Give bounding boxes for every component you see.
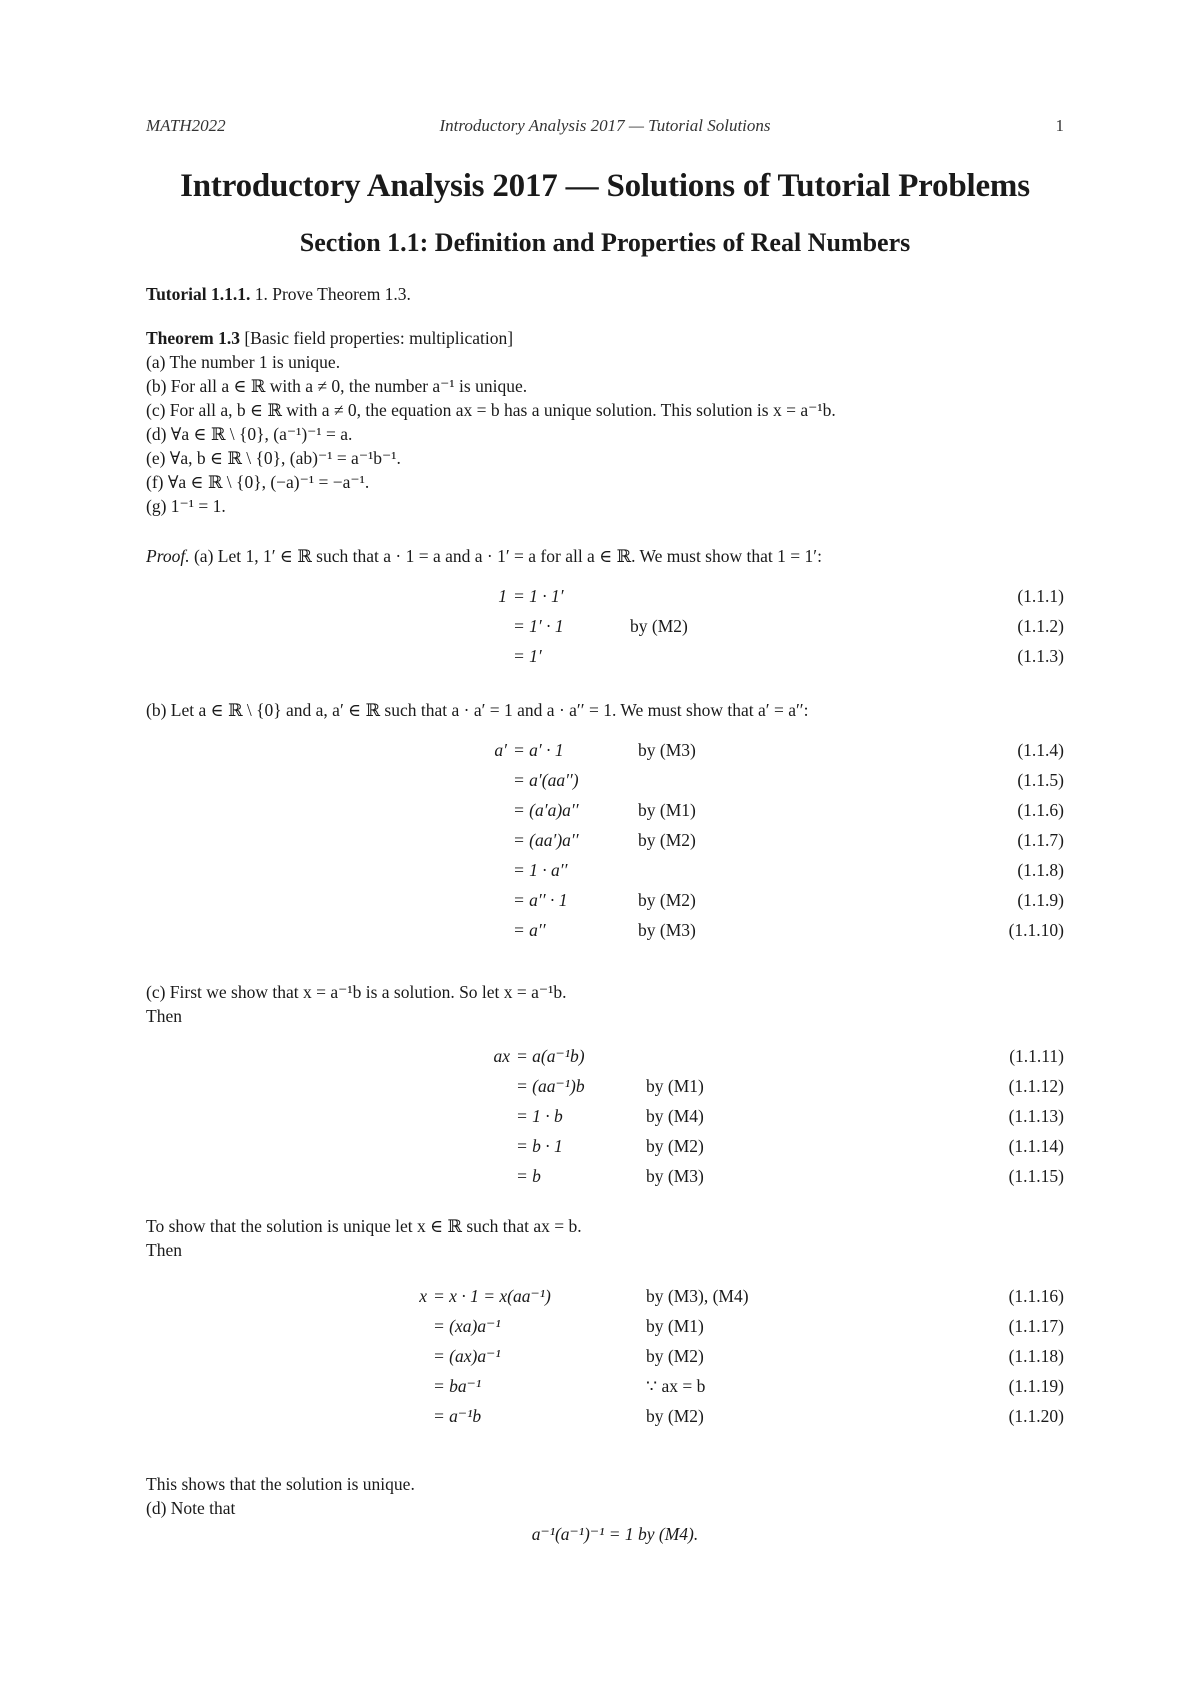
equation-row	[146, 860, 1064, 890]
course-code: MATH2022	[146, 116, 226, 135]
equation-number: (1.1.19)	[1008, 1376, 1064, 1396]
document-title: Introductory Analysis 2017 — Solutions of Tutorial Problems	[180, 168, 1030, 204]
equation-rhs: = a′′	[513, 920, 546, 940]
equation-rhs: = a′(aa′′)	[513, 770, 579, 790]
proof-c-conclusion: This shows that the solution is unique.	[146, 1474, 415, 1494]
equation-justification: ∵ ax = b	[646, 1376, 706, 1396]
equation-row	[146, 1136, 1064, 1166]
equation-row	[146, 1106, 1064, 1136]
theorem-heading	[146, 326, 1064, 350]
theorem-item: (d) ∀a ∈ ℝ \ {0}, (a⁻¹)⁻¹ = a.	[146, 424, 353, 444]
equation-row	[146, 616, 1064, 646]
equation-row	[146, 1076, 1064, 1106]
equation-rhs: = a⁻¹b	[433, 1406, 482, 1426]
equation-number: (1.1.4)	[1017, 740, 1064, 760]
equation-number: (1.1.11)	[1009, 1046, 1064, 1066]
theorem-title: [Basic field properties: multiplication]	[244, 328, 514, 348]
equation-justification: by (M2)	[646, 1346, 704, 1366]
equation-number: (1.1.16)	[1008, 1286, 1064, 1306]
equation-number: (1.1.9)	[1017, 890, 1064, 910]
page-number: 1	[1055, 116, 1064, 135]
equation-rhs: = (xa)a⁻¹	[433, 1316, 501, 1336]
equation-rhs: = 1 · 1′	[513, 586, 564, 606]
equation-justification: by (M1)	[646, 1316, 704, 1336]
equation-row	[146, 800, 1064, 830]
equation-justification: by (M4)	[646, 1106, 704, 1126]
equation-row	[146, 1316, 1064, 1346]
equation-rhs: = 1′	[513, 646, 542, 666]
theorem-label: Theorem 1.3	[146, 328, 240, 348]
equation-row	[146, 830, 1064, 860]
equation-number: (1.1.18)	[1008, 1346, 1064, 1366]
equation-number: (1.1.14)	[1008, 1136, 1064, 1156]
equation-justification: by (M3), (M4)	[646, 1286, 749, 1306]
tutorial-label: Tutorial 1.1.1.	[146, 284, 251, 304]
proof-part-c-uniqueness	[146, 1214, 1064, 1262]
proof-part-b: (b) Let a ∈ ℝ \ {0} and a, a′ ∈ ℝ such that a · a′ = 1 and a · a′′ = 1. We must show that a′ = a′′:	[146, 700, 809, 720]
equation-justification: by (M3)	[646, 1166, 704, 1186]
theorem-item: (a) The number 1 is unique.	[146, 352, 341, 372]
proof-label: Proof.	[146, 546, 190, 566]
equation-rhs: = x · 1 = x(aa⁻¹)	[433, 1286, 551, 1306]
proof-a-text: (a) Let 1, 1′ ∈ ℝ such that a · 1 = a and a · 1′ = a for all a ∈ ℝ. We must show that 1 = 1′:	[193, 546, 822, 566]
equation-lhs: 1	[498, 586, 507, 606]
equation-rhs: = 1 · a′′	[513, 860, 568, 880]
proof-c-text2: To show that the solution is unique let x ∈ ℝ such that ax = b.	[146, 1216, 582, 1236]
equation-lhs: a′	[494, 740, 507, 760]
equation-rhs: = (aa′)a′′	[513, 830, 579, 850]
equation-number: (1.1.20)	[1008, 1406, 1064, 1426]
equation-row	[146, 920, 1064, 950]
equation-row	[146, 646, 1064, 676]
running-header	[146, 116, 1064, 138]
section-heading: Section 1.1: Definition and Properties of Real Numbers	[299, 228, 911, 257]
proof-d-text: (d) Note that	[146, 1498, 236, 1518]
proof-part-c-conclusion	[146, 1472, 1064, 1520]
tutorial-text: 1. Prove Theorem 1.3.	[254, 284, 411, 304]
equation-row	[146, 770, 1064, 800]
equation-justification: by (M1)	[638, 800, 696, 820]
equation-number: (1.1.7)	[1017, 830, 1064, 850]
equation-rhs: = a′′ · 1	[513, 890, 568, 910]
equation-rhs: = a′ · 1	[513, 740, 564, 760]
equation-justification: by (M2)	[646, 1406, 704, 1426]
equation-row	[146, 890, 1064, 920]
theorem-block	[146, 326, 1064, 518]
equation-justification: by (M2)	[646, 1136, 704, 1156]
equation-rhs: = 1′ · 1	[513, 616, 564, 636]
theorem-item: (g) 1⁻¹ = 1.	[146, 496, 226, 516]
equation-row	[146, 1406, 1064, 1436]
equation-number: (1.1.12)	[1008, 1076, 1064, 1096]
equation-rhs: = a(a⁻¹b)	[516, 1046, 585, 1066]
equation-number: (1.1.10)	[1008, 920, 1064, 940]
equation-rhs: = (a′a)a′′	[513, 800, 579, 820]
equation-justification: by (M2)	[630, 616, 688, 636]
equation-lhs: ax	[493, 1046, 510, 1066]
tutorial-statement	[146, 282, 1064, 306]
equation-number: (1.1.13)	[1008, 1106, 1064, 1126]
equation-number: (1.1.6)	[1017, 800, 1064, 820]
equation-rhs: = 1 · b	[516, 1106, 563, 1126]
equation-row	[146, 1376, 1064, 1406]
equation-group-a	[146, 586, 1064, 676]
proof-c-then: Then	[146, 1006, 182, 1026]
equation-row	[146, 1346, 1064, 1376]
equation-number: (1.1.3)	[1017, 646, 1064, 666]
proof-c-then2: Then	[146, 1240, 182, 1260]
equation-rhs: = ba⁻¹	[433, 1376, 482, 1396]
equation-justification: by (M2)	[638, 830, 696, 850]
proof-part-a	[146, 544, 1064, 568]
equation-group-b	[146, 740, 1064, 950]
equation-row	[146, 1286, 1064, 1316]
equation-row	[146, 586, 1064, 616]
equation-number: (1.1.17)	[1008, 1316, 1064, 1336]
theorem-item: (e) ∀a, b ∈ ℝ \ {0}, (ab)⁻¹ = a⁻¹b⁻¹.	[146, 448, 401, 468]
equation-group-c1	[146, 1046, 1064, 1196]
equation-justification: by (M1)	[646, 1076, 704, 1096]
equation-group-c2	[146, 1286, 1064, 1436]
running-title: Introductory Analysis 2017 — Tutorial Solutions	[439, 116, 771, 135]
theorem-item: (f) ∀a ∈ ℝ \ {0}, (−a)⁻¹ = −a⁻¹.	[146, 472, 370, 492]
equation-number: (1.1.1)	[1017, 586, 1064, 606]
equation-justification: by (M3)	[638, 920, 696, 940]
proof-c-text: (c) First we show that x = a⁻¹b is a solution. So let x = a⁻¹b.	[146, 982, 567, 1002]
equation-rhs: = (ax)a⁻¹	[433, 1346, 501, 1366]
equation-number: (1.1.15)	[1008, 1166, 1064, 1186]
equation-rhs: = b	[516, 1166, 541, 1186]
equation-row	[146, 1046, 1064, 1076]
proof-d-equation: a⁻¹(a⁻¹)⁻¹ = 1 by (M4).	[531, 1524, 699, 1544]
theorem-item: (c) For all a, b ∈ ℝ with a ≠ 0, the equation ax = b has a unique solution. This solution is x = a⁻¹b.	[146, 400, 836, 420]
equation-number: (1.1.5)	[1017, 770, 1064, 790]
equation-justification: by (M3)	[638, 740, 696, 760]
equation-number: (1.1.2)	[1017, 616, 1064, 636]
equation-number: (1.1.8)	[1017, 860, 1064, 880]
equation-lhs: x	[419, 1286, 427, 1306]
equation-rhs: = (aa⁻¹)b	[516, 1076, 585, 1096]
theorem-item: (b) For all a ∈ ℝ with a ≠ 0, the number a⁻¹ is unique.	[146, 376, 528, 396]
equation-justification: by (M2)	[638, 890, 696, 910]
equation-rhs: = b · 1	[516, 1136, 563, 1156]
equation-row	[146, 740, 1064, 770]
equation-row	[146, 1166, 1064, 1196]
proof-part-c	[146, 980, 1064, 1028]
